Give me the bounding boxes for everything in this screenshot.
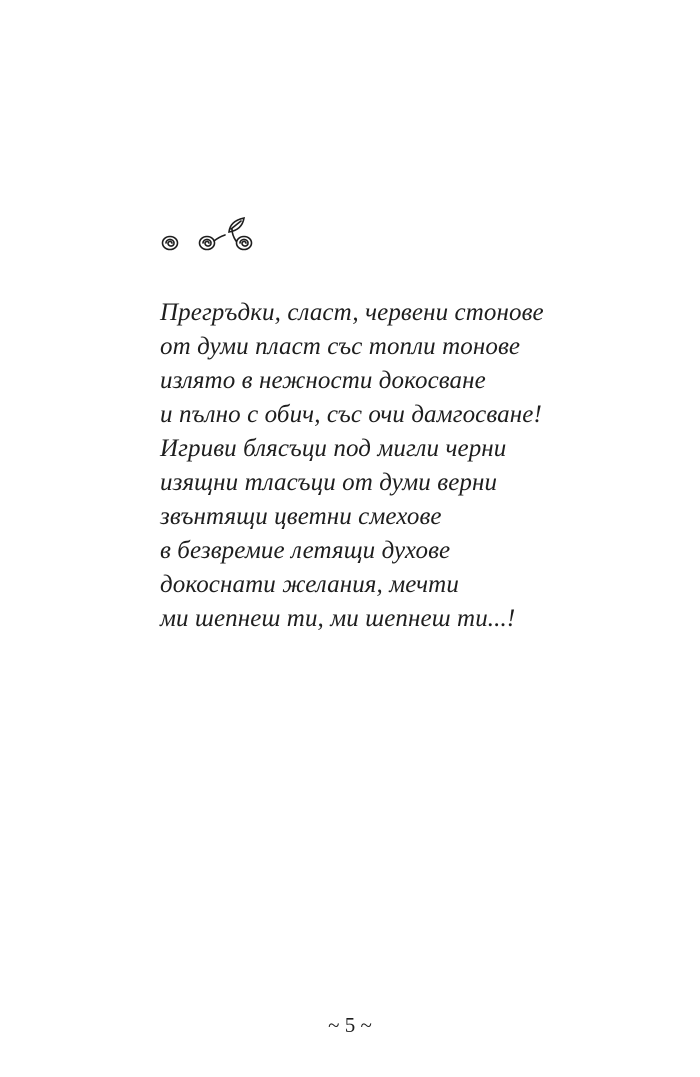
rose-icon bbox=[200, 237, 215, 250]
poem-line: докоснати желания, мечти bbox=[160, 571, 459, 598]
poem-line: излято в нежности докосване bbox=[160, 367, 486, 394]
poem-line: Игриви блясъци под мигли черни bbox=[160, 435, 507, 462]
rose-icon bbox=[163, 237, 178, 250]
rose-icon bbox=[237, 237, 252, 250]
poem-line: в безвремие летящи духове bbox=[160, 537, 451, 564]
poem bbox=[160, 296, 544, 636]
poem-line: изящни тласъци от думи верни bbox=[160, 469, 498, 496]
poem-line: ми шепнеш ти, ми шепнеш ти...! bbox=[160, 605, 516, 632]
poem-line: Прегръдки, сласт, червени стонове bbox=[160, 299, 544, 326]
page-number: ~ 5 ~ bbox=[328, 1013, 372, 1037]
poem-line: и пълно с обич, със очи дамгосване! bbox=[160, 401, 542, 428]
rose-swirl-ornament-icon bbox=[156, 210, 266, 260]
poem-line: от думи пласт със топли тонове bbox=[160, 333, 521, 360]
poem-line: звънтящи цветни смехове bbox=[160, 503, 442, 530]
